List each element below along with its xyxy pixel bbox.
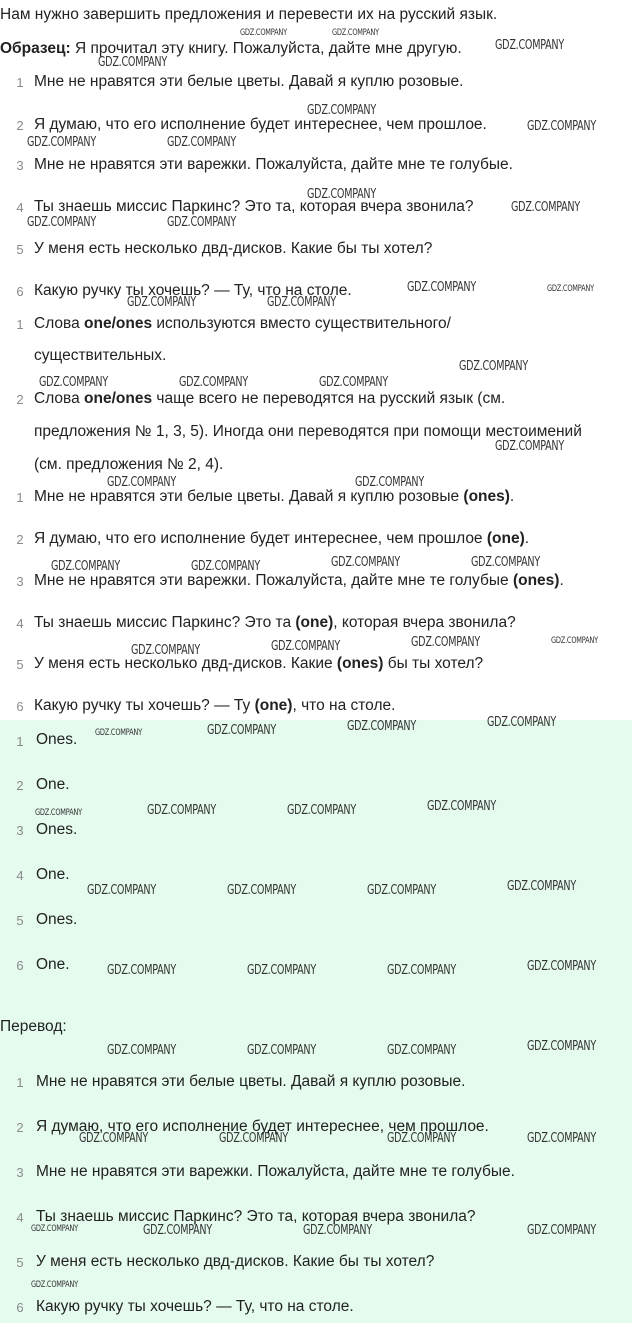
list-number: 5 [16, 657, 24, 672]
watermark: GDZ.COMPANY [247, 1043, 316, 1058]
watermark: GDZ.COMPANY [31, 1224, 78, 1234]
watermark: GDZ.COMPANY [527, 1131, 596, 1146]
watermark: GDZ.COMPANY [267, 295, 336, 310]
translation-heading: Перевод: [0, 1018, 67, 1035]
list-number: 5 [16, 242, 24, 257]
list-number: 1 [16, 1075, 24, 1090]
answer-item: Ones. [36, 731, 78, 748]
list-number: 4 [16, 200, 24, 215]
watermark: GDZ.COMPANY [147, 803, 216, 818]
watermark: GDZ.COMPANY [271, 639, 340, 654]
list-item: Ты знаешь миссис Паркинс? Это та (one), которая вчера звонила? [34, 614, 516, 631]
list-number: 3 [16, 574, 24, 589]
list-number: 1 [16, 490, 24, 505]
watermark: GDZ.COMPANY [495, 439, 564, 454]
answer-item: One. [36, 956, 70, 973]
watermark: GDZ.COMPANY [387, 1131, 456, 1146]
list-number: 1 [16, 317, 24, 332]
list-number: 5 [16, 913, 24, 928]
watermark: GDZ.COMPANY [51, 559, 120, 574]
answer-item: One. [36, 776, 70, 793]
watermark: GDZ.COMPANY [355, 475, 424, 490]
watermark: GDZ.COMPANY [127, 295, 196, 310]
watermark: GDZ.COMPANY [471, 555, 540, 570]
list-number: 2 [16, 532, 24, 547]
list-number: 2 [16, 778, 24, 793]
list-number: 1 [16, 75, 24, 90]
watermark: GDZ.COMPANY [511, 200, 580, 215]
watermark: GDZ.COMPANY [303, 1223, 372, 1238]
list-number: 6 [16, 958, 24, 973]
watermark: GDZ.COMPANY [495, 38, 564, 53]
list-number: 4 [16, 868, 24, 883]
watermark: GDZ.COMPANY [27, 135, 96, 150]
watermark: GDZ.COMPANY [527, 119, 596, 134]
watermark: GDZ.COMPANY [332, 28, 379, 38]
watermark: GDZ.COMPANY [307, 187, 376, 202]
watermark: GDZ.COMPANY [367, 883, 436, 898]
list-number: 6 [16, 699, 24, 714]
list-item: Какую ручку ты хочешь? — Ту, что на столе. [36, 1298, 354, 1315]
list-item: Мне не нравятся эти белые цветы. Давай я куплю розовые. [34, 73, 464, 90]
watermark: GDZ.COMPANY [143, 1223, 212, 1238]
note-line: предложения № 1, 3, 5). Иногда они переводятся при помощи местоимений [34, 423, 582, 440]
list-number: 2 [16, 118, 24, 133]
watermark: GDZ.COMPANY [107, 1043, 176, 1058]
list-item: Мне не нравятся эти белые цветы. Давай я куплю розовые. [36, 1073, 466, 1090]
watermark: GDZ.COMPANY [167, 135, 236, 150]
watermark: GDZ.COMPANY [27, 215, 96, 230]
watermark: GDZ.COMPANY [240, 28, 287, 38]
list-item: Ты знаешь миссис Паркинс? Это та, которая вчера звонила? [36, 1208, 476, 1225]
list-item: У меня есть несколько двд-дисков. Какие бы ты хотел? [34, 240, 433, 257]
list-item: Мне не нравятся эти варежки. Пожалуйста, дайте мне те голубые. [36, 1163, 515, 1180]
list-number: 3 [16, 158, 24, 173]
watermark: GDZ.COMPANY [207, 723, 276, 738]
list-item: Мне не нравятся эти белые цветы. Давай я куплю розовые (ones). [34, 488, 515, 505]
list-number: 6 [16, 284, 24, 299]
list-item: Какую ручку ты хочешь? — Ту (one), что на столе. [34, 697, 396, 714]
watermark: GDZ.COMPANY [551, 636, 598, 646]
list-number: 3 [16, 823, 24, 838]
list-number: 1 [16, 734, 24, 749]
list-item: У меня есть несколько двд-дисков. Какие (ones) бы ты хотел? [34, 655, 484, 672]
list-number: 3 [16, 1165, 24, 1180]
watermark: GDZ.COMPANY [87, 883, 156, 898]
watermark: GDZ.COMPANY [527, 1223, 596, 1238]
watermark: GDZ.COMPANY [79, 1131, 148, 1146]
watermark: GDZ.COMPANY [31, 1280, 78, 1290]
list-item: У меня есть несколько двд-дисков. Какие бы ты хотел? [36, 1253, 435, 1270]
watermark: GDZ.COMPANY [247, 963, 316, 978]
list-item: Я думаю, что его исполнение будет интереснее, чем прошлое (one). [34, 530, 530, 547]
watermark: GDZ.COMPANY [179, 375, 248, 390]
watermark: GDZ.COMPANY [347, 719, 416, 734]
watermark: GDZ.COMPANY [227, 883, 296, 898]
watermark: GDZ.COMPANY [547, 284, 594, 294]
list-item: Какую ручку ты хочешь? — Ту, что на столе. [34, 282, 352, 299]
watermark: GDZ.COMPANY [459, 359, 528, 374]
list-number: 5 [16, 1255, 24, 1270]
list-number: 2 [16, 392, 24, 407]
watermark: GDZ.COMPANY [287, 803, 356, 818]
list-item: Ты знаешь миссис Паркинс? Это та, которая вчера звонила? [34, 198, 474, 215]
list-number: 2 [16, 1120, 24, 1135]
list-item: Мне не нравятся эти варежки. Пожалуйста, дайте мне те голубые. [34, 156, 513, 173]
watermark: GDZ.COMPANY [387, 963, 456, 978]
watermark: GDZ.COMPANY [331, 555, 400, 570]
note-line: Слова one/ones используются вместо существительного/ [34, 315, 451, 332]
list-number: 4 [16, 616, 24, 631]
example-text: Я прочитал эту книгу. Пожалуйста, дайте мне другую. [70, 40, 462, 57]
note-line: Слова one/ones чаще всего не переводятся на русский язык (см. [34, 390, 506, 407]
list-item: Мне не нравятся эти варежки. Пожалуйста, дайте мне те голубые (ones). [34, 572, 564, 589]
watermark: GDZ.COMPANY [35, 808, 82, 818]
answer-item: One. [36, 866, 70, 883]
watermark: GDZ.COMPANY [507, 879, 576, 894]
watermark: GDZ.COMPANY [527, 1039, 596, 1054]
watermark: GDZ.COMPANY [95, 728, 142, 738]
list-item: Я думаю, что его исполнение будет интереснее, чем прошлое. [36, 1118, 489, 1135]
watermark: GDZ.COMPANY [39, 375, 108, 390]
note-line: существительных. [34, 347, 167, 364]
watermark: GDZ.COMPANY [107, 475, 176, 490]
watermark: GDZ.COMPANY [307, 103, 376, 118]
example-label: Образец: [0, 40, 71, 57]
example-line [0, 40, 462, 58]
answer-item: Ones. [36, 911, 78, 928]
watermark: GDZ.COMPANY [411, 635, 480, 650]
watermark: GDZ.COMPANY [219, 1131, 288, 1146]
list-number: 6 [16, 1300, 24, 1315]
watermark: GDZ.COMPANY [131, 643, 200, 658]
intro-text: Нам нужно завершить предложения и перевести их на русский язык. [0, 6, 498, 23]
watermark: GDZ.COMPANY [191, 559, 260, 574]
list-number: 4 [16, 1210, 24, 1225]
watermark: GDZ.COMPANY [487, 715, 556, 730]
watermark: GDZ.COMPANY [527, 959, 596, 974]
watermark: GDZ.COMPANY [98, 55, 167, 70]
watermark: GDZ.COMPANY [319, 375, 388, 390]
watermark: GDZ.COMPANY [387, 1043, 456, 1058]
watermark: GDZ.COMPANY [407, 280, 476, 295]
answer-item: Ones. [36, 821, 78, 838]
watermark: GDZ.COMPANY [107, 963, 176, 978]
list-item: Я думаю, что его исполнение будет интереснее, чем прошлое. [34, 116, 487, 133]
watermark: GDZ.COMPANY [167, 215, 236, 230]
watermark: GDZ.COMPANY [427, 799, 496, 814]
note-line: (см. предложения № 2, 4). [34, 456, 224, 473]
